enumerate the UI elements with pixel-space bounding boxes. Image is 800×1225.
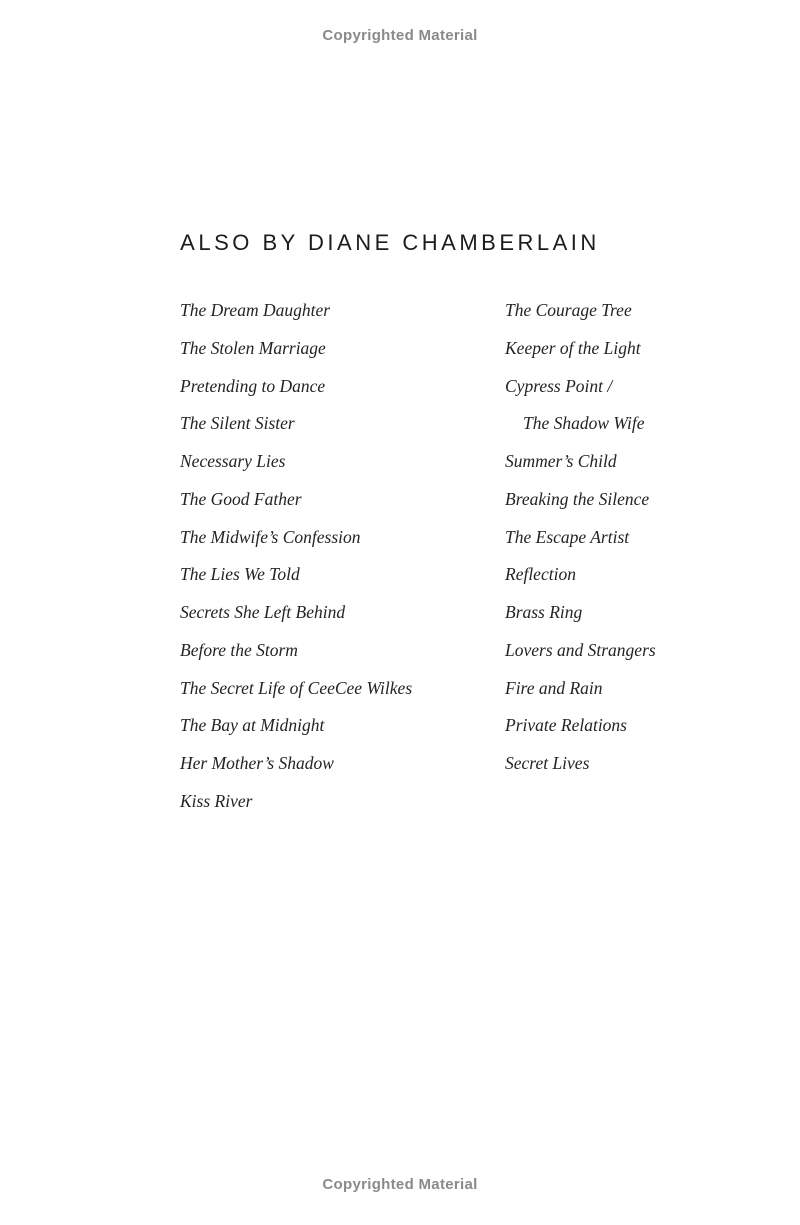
copyright-notice-bottom: Copyrighted Material [322, 1176, 478, 1193]
book-title: Necessary Lies [180, 451, 286, 471]
book-title: Secret Lives [505, 753, 590, 773]
book-title: Kiss River [180, 790, 253, 811]
page-title: ALSO BY DIANE CHAMBERLAIN [180, 230, 600, 255]
book-title: Reflection [505, 564, 576, 585]
book-title: Keeper of the Light [505, 337, 641, 358]
book-title: Pretending to Dance [180, 375, 326, 396]
book-title: The Midwife’s Confession [180, 526, 361, 547]
book-title: Fire and Rain [505, 677, 603, 698]
book-title: Summer’s Child [505, 451, 617, 471]
book-title: The Secret Life of CeeCee Wilkes [180, 677, 413, 698]
book-title: The Stolen Marriage [180, 337, 326, 358]
book-title: Cypress Point / [505, 375, 613, 396]
book-title: Brass Ring [505, 602, 583, 622]
book-title: The Courage Tree [505, 300, 632, 320]
book-list-right-column [505, 300, 785, 791]
book-list-left-column [180, 300, 490, 829]
book-title: The Good Father [180, 488, 302, 509]
book-title: Secrets She Left Behind [180, 602, 346, 622]
copyright-notice-top: Copyrighted Material [322, 27, 478, 44]
book-title: The Dream Daughter [180, 300, 331, 320]
book-title: The Lies We Told [180, 564, 300, 585]
book-title: Private Relations [505, 715, 627, 736]
book-title: The Bay at Midnight [180, 715, 325, 736]
book-title: Breaking the Silence [505, 488, 650, 509]
book-title: Before the Storm [180, 639, 298, 660]
book-title: Lovers and Strangers [505, 639, 656, 660]
book-title: The Silent Sister [180, 413, 295, 434]
book-title: Her Mother’s Shadow [180, 753, 334, 773]
book-title-continuation: The Shadow Wife [523, 413, 645, 434]
book-title: The Escape Artist [505, 526, 630, 547]
